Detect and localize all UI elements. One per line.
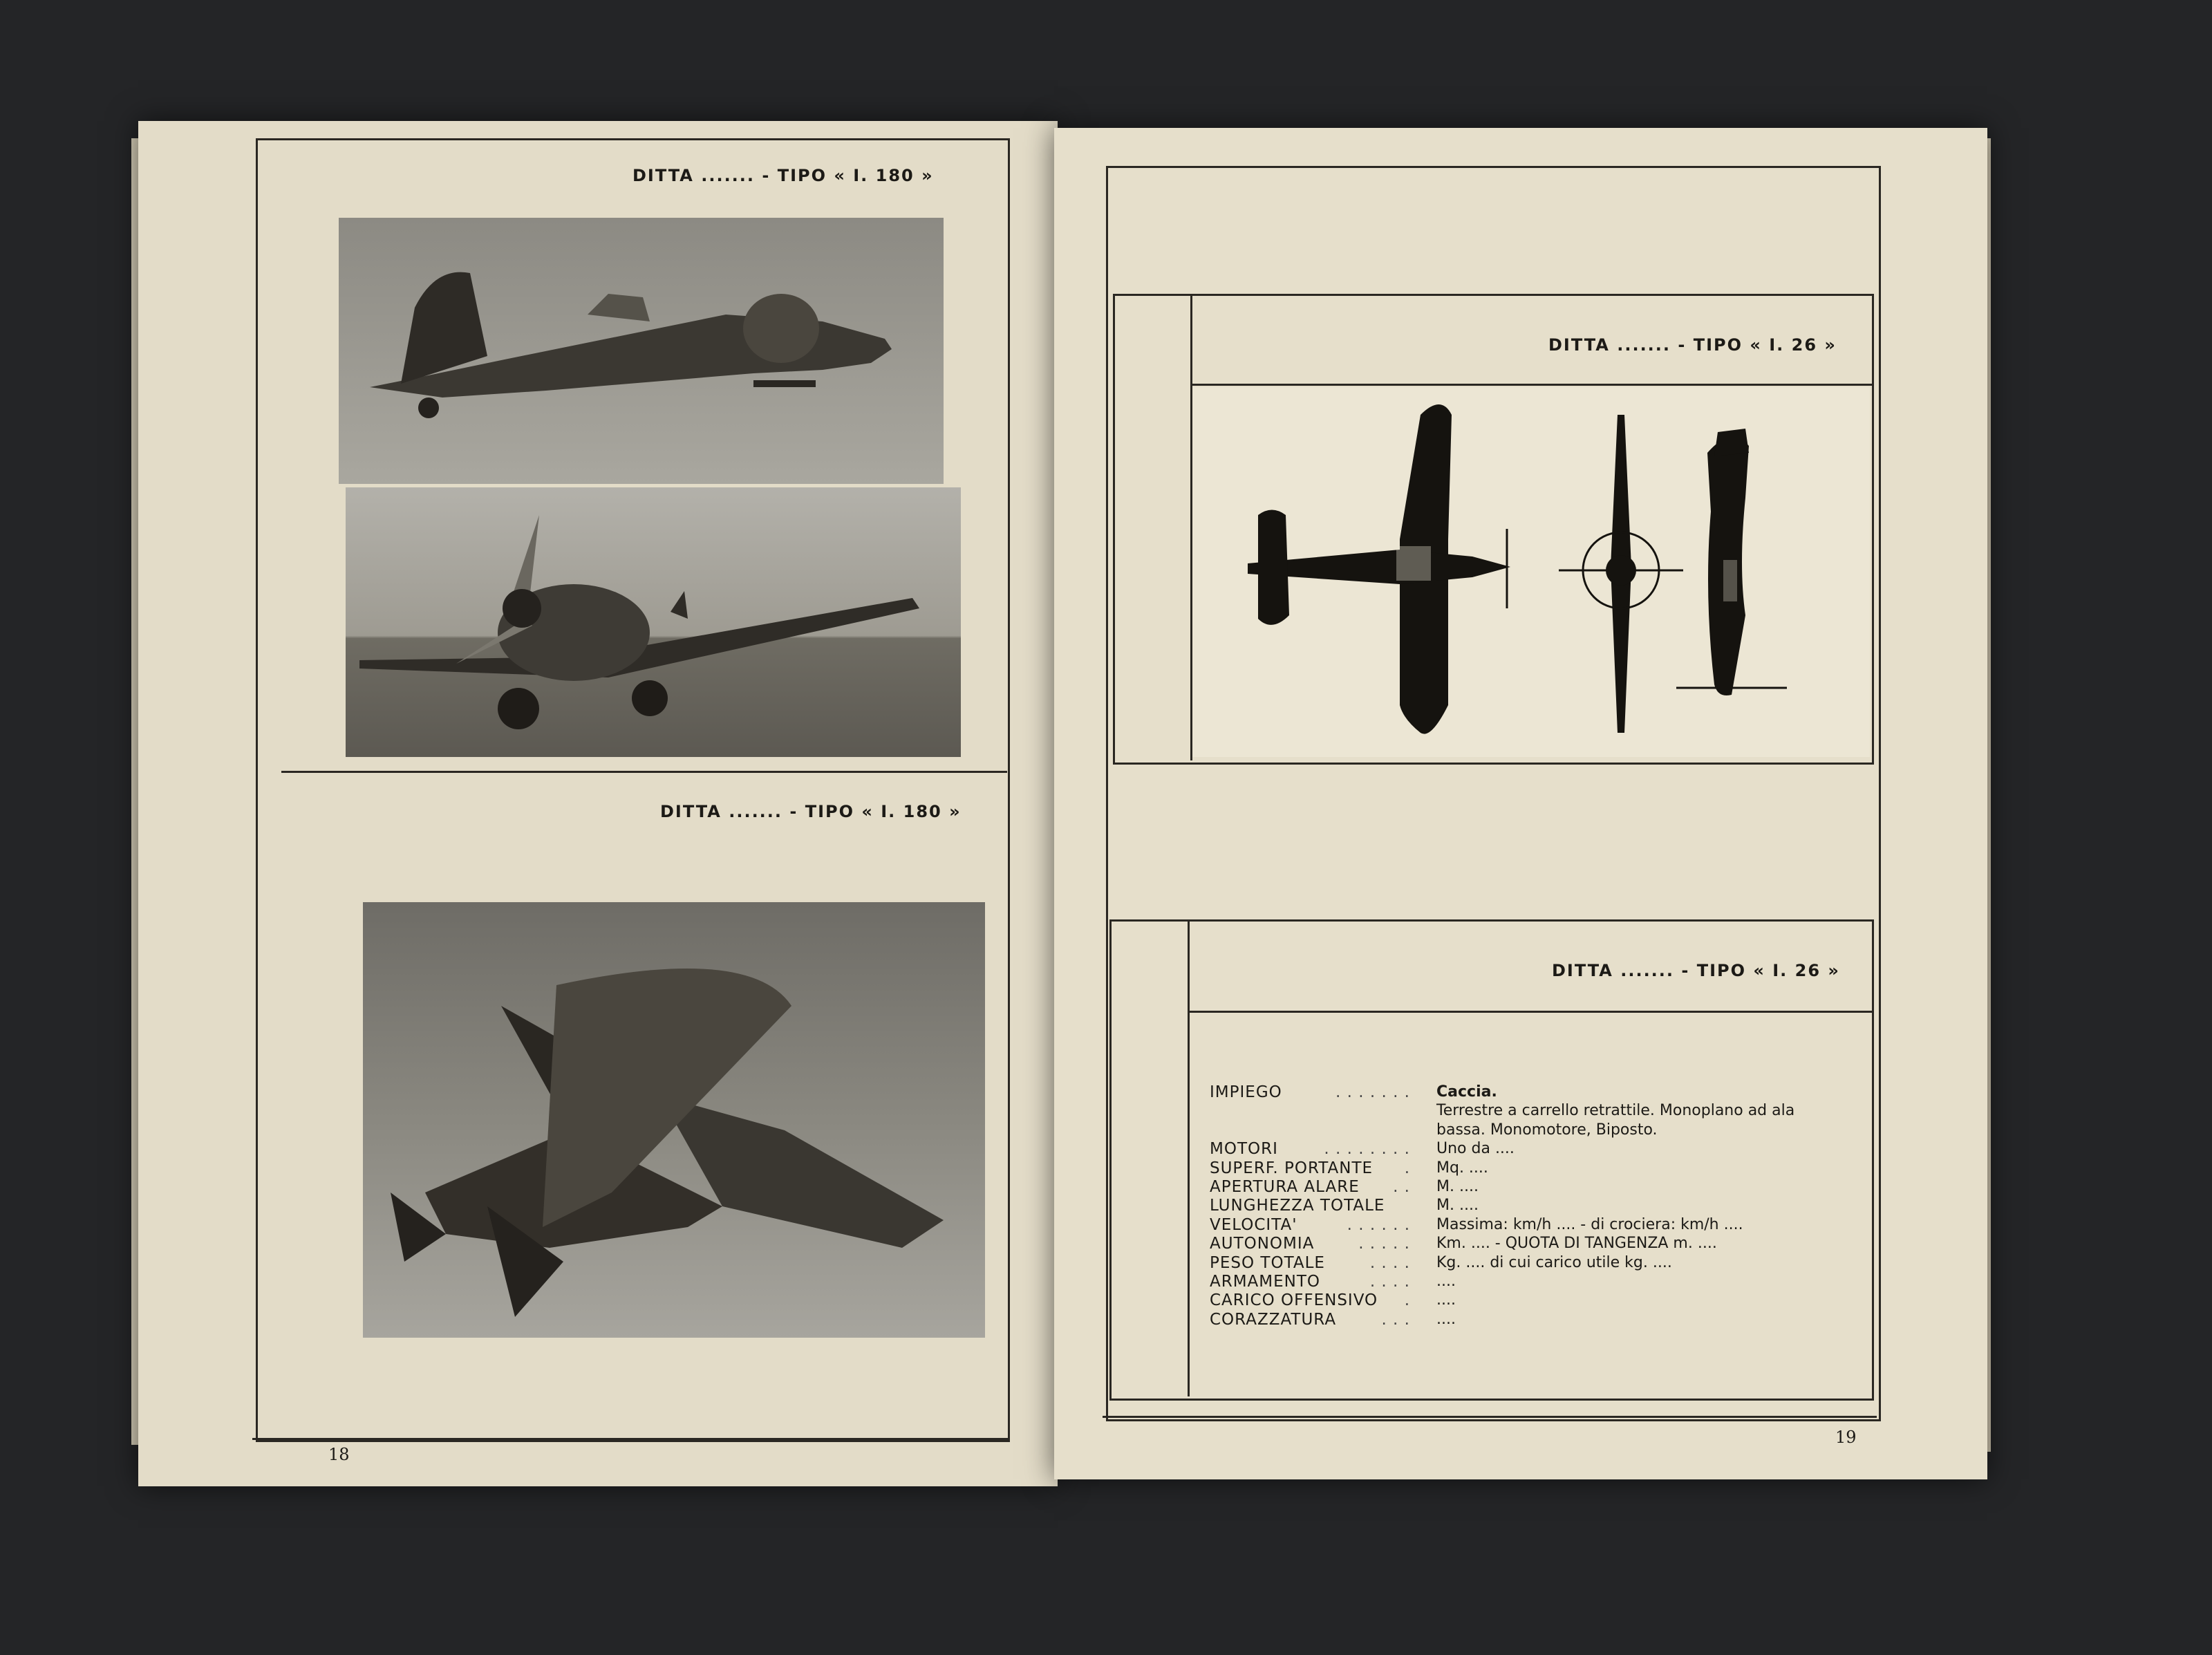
spec-leader-dots: . — [1404, 1159, 1410, 1177]
spec-value: .... — [1436, 1311, 1456, 1328]
spec-value: Caccia. — [1436, 1083, 1497, 1101]
photo-i180-ground-view — [346, 487, 961, 757]
spec-label: APERTURA ALARE — [1210, 1178, 1360, 1196]
spec-value: Terrestre a carrello retrattile. Monoplano ad ala — [1436, 1102, 1795, 1119]
spec-leader-dots: . . — [1393, 1178, 1410, 1196]
right-top-box-hline — [1190, 384, 1872, 386]
spec-value: .... — [1436, 1273, 1456, 1290]
page-number-right: 19 — [1835, 1428, 1857, 1447]
spec-leader-dots: . . . . . . — [1347, 1216, 1410, 1234]
spec-value: Massima: km/h .... - di crociera: km/h .... — [1436, 1216, 1743, 1233]
spec-value: M. .... — [1436, 1197, 1479, 1214]
spec-value: .... — [1436, 1291, 1456, 1309]
right-header-top: DITTA ....... - TIPO « I. 26 » — [1548, 335, 1837, 355]
spec-label: IMPIEGO — [1210, 1083, 1282, 1101]
left-header-top: DITTA ....... - TIPO « I. 180 » — [632, 166, 934, 185]
airplane-side-icon — [339, 218, 944, 484]
spec-leader-dots: . . . . . . . — [1335, 1083, 1410, 1101]
spec-value: M. .... — [1436, 1178, 1479, 1195]
page-number-left: 18 — [328, 1445, 350, 1464]
airplane-ground-icon — [346, 487, 961, 757]
silhouettes-panel — [1192, 387, 1870, 757]
left-divider — [281, 771, 1007, 773]
spec-label: AUTONOMIA — [1210, 1235, 1315, 1253]
spec-value: bassa. Monomotore, Biposto. — [1436, 1121, 1658, 1139]
spec-value: Uno da .... — [1436, 1140, 1515, 1157]
left-bottom-rule — [252, 1438, 1009, 1440]
right-bottom-box-hline — [1188, 1011, 1872, 1013]
right-bottom-rule — [1103, 1416, 1877, 1418]
spec-label: VELOCITA' — [1210, 1216, 1297, 1234]
spec-leader-dots: . . . . — [1369, 1273, 1410, 1291]
silhouette-top-view-icon — [1248, 404, 1510, 734]
photo-i180-side-view — [339, 218, 944, 484]
airplane-underside-icon — [363, 902, 985, 1338]
spec-label: SUPERF. PORTANTE — [1210, 1159, 1374, 1177]
left-header-mid: DITTA ....... - TIPO « I. 180 » — [660, 802, 962, 821]
right-header-bottom: DITTA ....... - TIPO « I. 26 » — [1552, 961, 1840, 980]
spec-leader-dots: . . . . . . . . — [1324, 1140, 1410, 1158]
spec-leader-dots: . . . . — [1369, 1254, 1410, 1272]
spec-value: Mq. .... — [1436, 1159, 1488, 1177]
spec-value: Kg. .... di cui carico utile kg. .... — [1436, 1254, 1672, 1271]
spec-leader-dots: . . . . . — [1358, 1235, 1410, 1253]
spec-label: CARICO OFFENSIVO — [1210, 1291, 1378, 1309]
silhouette-front-view-icon — [1559, 415, 1683, 733]
spec-label: PESO TOTALE — [1210, 1254, 1325, 1272]
spec-label: CORAZZATURA — [1210, 1311, 1337, 1329]
spec-value: Km. .... - QUOTA DI TANGENZA m. .... — [1436, 1235, 1717, 1252]
right-bottom-box-vline — [1188, 919, 1190, 1396]
spec-label: MOTORI — [1210, 1140, 1278, 1158]
spec-leader-dots: . . . — [1381, 1311, 1410, 1329]
spec-label: LUNGHEZZA TOTALE — [1210, 1197, 1385, 1215]
spec-leader-dots: . — [1404, 1291, 1410, 1309]
spec-label: ARMAMENTO — [1210, 1273, 1321, 1291]
silhouette-side-view-icon — [1676, 429, 1787, 695]
photo-i180-underside — [363, 902, 985, 1338]
